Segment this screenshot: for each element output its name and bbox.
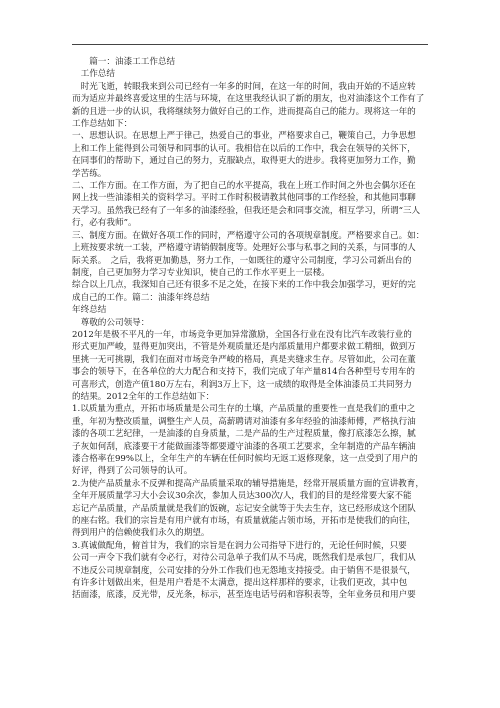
text-line: 可喜形式，创造产值180万左右，利润3万上下，这一成绩的取得是全体油漆员工共同努力 <box>72 379 412 390</box>
header-rule <box>72 44 428 45</box>
text-line: 有许多计划做出来，但是用户看是不太满意，提出这样那样的要求，让我们更改，其中包 <box>72 578 408 589</box>
text-line: 三、制度方面。在做好各项工作的同时，严格遵守公司的各项规章制度。严格要求自己。如： <box>72 230 425 241</box>
text-line: 事会的领导下，在各单位的大力配合和支持下，我们完成了年产量814台各种型号专用车的 <box>72 367 415 378</box>
text-line: 上班按要求统一工装，严格遵守请销假制度等。处理好公事与私事之间的关系，与同事的人 <box>72 243 416 254</box>
text-line: 时光飞逝，转眼我来到公司已经有一年多的时间，在这一年的时间，我由开始的不适应转 <box>72 81 416 92</box>
text-line: 综合以上几点，我深知自己还有很多不足之处，在接下来的工作中我会加强学习，更好的完 <box>72 280 416 291</box>
text-line: 2012年是极不平凡的一年，市场竞争更加异常激励，全国各行业在没有比汽车改装行业的 <box>72 329 412 340</box>
text-line: 的座右铭。我们的宗旨是有用户就有市场，有质量就能占领市场，开拓市是使我们的向往， <box>72 516 416 527</box>
text-line: 漆的各项工艺纪律，一是油漆的自身质量，二是产品的生产过程质量，像打底漆怎么擦，腻 <box>72 429 416 440</box>
text-line: 工作总结如下： <box>72 119 133 130</box>
text-line: 二、工作方面。在工作方面，为了把自己的水平提高，我在上班工作时间之外也会偶尔还在 <box>72 181 416 192</box>
text-line: 全年开展质量学习大小会议30余次，参加人员达300次/人，我们的目的是经常要大家不能 <box>72 491 412 502</box>
text-line: 形式更加严峻，显得更加突出，不管是外观质量还是内部质量用户都要求做工精细，做到万 <box>72 342 416 353</box>
text-line: 网上找一些油漆相关的资料学习。平时工作时积极请教其他同事的工作经验，和其他同事聊 <box>72 193 416 204</box>
text-line: 好评，得到了公司领导的认可。 <box>72 466 193 477</box>
text-line: 的结果。2012全年的工作总结如下： <box>72 391 215 402</box>
text-line: 2.为使产品质量永不反弹和提高产品质量采取的辅导措施是，经常开展质量方面的宣讲教育， <box>72 478 424 489</box>
text-line: 公司一声令下我们就有令必行，对待公司急单子我们从不马虎，既然我们是承包厂，我们从 <box>72 553 416 564</box>
text-line: 1.以质量为重点，开拓市场质量是公司生存的土壤，产品质量的重要性一直是我们的重中之 <box>72 404 416 415</box>
text-line: 在同事们的帮助下，通过自己的努力，克服缺点，取得更大的进步。我将更加努力工作，勤 <box>72 156 416 167</box>
text-line: 上和工作上能得到公司领导和同事的认可。我相信在以后的工作中，我会在领导的关怀下， <box>72 143 416 154</box>
text-line: 重，年初为整改质量，调整生产人员，高薪聘请对油漆有多年经验的油漆师傅，严格执行油 <box>72 416 416 427</box>
text-line: 际关系。 之后，我将更加勤恳，努力工作，一如既往的遵守公司制度，学习公司新出台的 <box>72 255 412 266</box>
text-line: 不违反公司规章制度，公司安排的分外工作我们也无怨地支持接受。由于销售不是很景气， <box>72 565 416 576</box>
document-body <box>72 56 430 602</box>
text-line: 尊敬的公司领导： <box>72 317 150 328</box>
text-line: 学苦练。 <box>72 168 107 179</box>
text-line: 天学习。虽然我已经有了一年多的油漆经验，但我还是会和同事交流，相互学习，所谓“三人 <box>72 205 421 216</box>
text-line: 漆合格率在99%以上，全年生产的车辆在任何时候均无返工返修现象，这一点受到了用户的 <box>72 454 418 464</box>
text-line: 行，必有我师”。 <box>72 218 137 229</box>
text-line: 新的且进一步的认识，我将继续努力做好自己的工作，进而提高自己的能力。现将这一年的 <box>72 106 416 117</box>
text-line: 制度，自己更加努力学习专业知识，使自己的工作水平更上一层楼。 <box>72 267 330 278</box>
text-line: 忘记产品质量，产品质量就是我们的饭碗，忘记安全就等于失去生存，这已经形成这个团队 <box>72 503 416 514</box>
text-line: 括面漆，底漆，反光带，反光条，标示，甚至连电话号码和容积表等，全年业务员和用户要 <box>72 590 416 601</box>
text-line: 里挑一无可挑剔，我们在面对市场竞争严峻的格局，真是夹缝求生存。尽管如此，公司在董 <box>72 354 416 365</box>
text-line: 工作总结 <box>72 69 115 80</box>
text-line: 子灰如何刮，底漆要干才能做面漆等都要遵守油漆的各项工艺要求，全年制造的产品车辆油 <box>72 441 416 452</box>
text-line: 年终总结 <box>72 305 107 316</box>
text-line: 篇一：油漆工工作总结 <box>72 57 176 67</box>
text-line: 而为适应并最终喜爱这里的生活与环境，在这里我经认识了新的朋友，也对油漆这个工作有了 <box>72 94 425 105</box>
text-line: 成自己的工作。篇二：油漆年终总结 <box>72 292 210 303</box>
text-line: 一、思想认识。在思想上严于律己，热爱自己的事业，严格要求自己，鞭策自己，力争思想 <box>72 131 416 142</box>
text-line: 3.真诚做配角，俯首甘为，我们的宗旨是在润力公司指导下进行的，无论任何时候，只要 <box>72 540 407 551</box>
text-line: 得到用户的信赖使我们永久的期望。 <box>72 528 210 539</box>
